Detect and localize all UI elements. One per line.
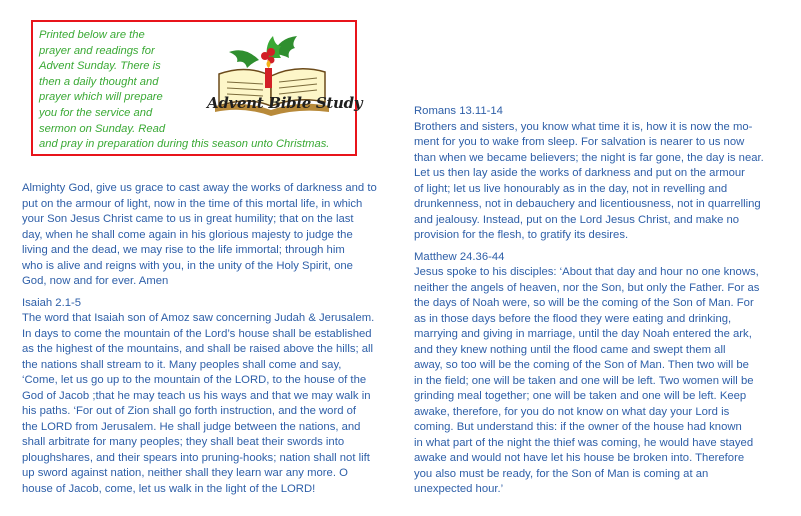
reading-line: in the field; one will be taken and one will be left. Two women will be (414, 374, 754, 387)
reading-line: ‘Come, let us go up to the mountain of the LORD, to the house of the (22, 374, 367, 386)
collect-line: put on the armour of light, now in the time of this mortal life, in which (22, 197, 363, 210)
reading-line: ploughshares, and their spears into pruning-hooks; nation shall not lift (22, 451, 370, 464)
reading-line: as in those days before the flood they were eating and drinking, (414, 312, 732, 325)
reading-line: marrying and giving in marriage, until the day Noah entered the ark, (414, 328, 752, 340)
left-column (22, 181, 394, 497)
reading-line: awake, therefore, for you do not know on what day your Lord is (414, 405, 730, 418)
logo-text: Advent Bible Study (207, 94, 363, 112)
reading-line: the LORD from Jerusalem. He shall judge between the nations, and (22, 420, 361, 433)
reading-line: drunkenness, not in debauchery and licentiousness, not in quarrelling (414, 198, 761, 210)
reading-line: and they knew nothing until the flood came and swept them all (414, 343, 726, 356)
reading-line: house of Jacob, come, let us walk in the light of the LORD! (22, 482, 316, 495)
reading-line: grinding meal together; one will be taken and one will be left. Keep (414, 390, 747, 402)
collect-prayer (22, 181, 394, 290)
reading-reference: Matthew 24.36-44 (414, 250, 505, 263)
reading-line: as the highest of the mountains, and shall be raised above the hills; all (22, 343, 374, 355)
reading-line: the nations shall stream to it. Many peoples shall come and say, (22, 358, 342, 371)
collect-line: who is alive and reigns with you, in the unity of the Holy Spirit, one (22, 259, 353, 272)
collect-line: Almighty God, give us grace to cast away the works of darkness and to (22, 182, 377, 194)
reading-reference: Romans 13.11-14 (414, 105, 503, 117)
reading-line: than when we became believers; the night is far gone, the day is near. (414, 151, 764, 164)
notice-line: prayer and readings for (39, 44, 155, 57)
notice-line: and pray in preparation during this season unto Christmas. (39, 138, 330, 151)
reading-line: Brothers and sisters, you know what time it is, how it is now the mo- (414, 120, 753, 133)
notice-line: sermon on Sunday. Read (39, 122, 166, 135)
reading-line: The word that Isaiah son of Amoz saw concerning Judah & Jerusalem. (22, 312, 375, 324)
reading-line: Let us then lay aside the works of darkness and put on the armour (414, 167, 745, 179)
reading-reference: Isaiah 2.1-5 (22, 296, 82, 309)
reading-line: and jealousy. Instead, put on the Lord Jesus Christ, and make no (414, 213, 740, 226)
reading-line: away, so too will be the coming of the Son of Man. Then two will be (414, 359, 749, 371)
notice-box (31, 20, 363, 156)
reading-line: in what part of the night the thief was coming, he would have stayed (414, 436, 754, 449)
notice-line: you for the service and (39, 106, 153, 119)
romans-reading (414, 104, 798, 244)
reading-line: In days to come the mountain of the Lord’s house shall be established (22, 327, 372, 340)
right-column (414, 104, 798, 498)
reading-line: provision for the flesh, to gratify its desires. (414, 229, 629, 241)
reading-line: God of Jacob ;that he may teach us his ways and that we may walk in (22, 389, 371, 402)
reading-line: unexpected hour.’ (414, 483, 504, 495)
matthew-reading (414, 250, 798, 498)
reading-line: awake and would not have let his house be broken into. Therefore (414, 452, 745, 464)
reading-line: up sword against nation, neither shall they learn war any more. O (22, 467, 348, 479)
reading-line: neither the angels of heaven, nor the Son, but only the Father. For as (414, 281, 760, 294)
collect-line: day, when he shall come again in his glorious majesty to judge the (22, 228, 353, 241)
reading-line: shall arbitrate for many peoples; they shall beat their swords into (22, 436, 345, 448)
collect-line: your Son Jesus Christ came to us in great humility; that on the last (22, 213, 354, 225)
collect-line: living and the dead, we may rise to the life immortal; through him (22, 244, 345, 256)
isaiah-reading (22, 296, 394, 498)
notice-line: then a daily thought and (39, 75, 159, 88)
reading-line: of light; let us live honourably as in the day, not in revelling and (414, 182, 728, 195)
collect-line: God, now and for ever. Amen (22, 275, 169, 287)
reading-line: ment for you to wake from sleep. For salvation is nearer to us now (414, 136, 745, 148)
notice-line: prayer which will prepare (39, 91, 163, 104)
reading-line: his paths. ‘For out of Zion shall go forth instruction, and the word of (22, 405, 357, 417)
open-bible-icon (199, 30, 349, 130)
notice-line: Advent Sunday. There is (39, 60, 161, 73)
reading-line: coming. But understand this: if the owner of the house had known (414, 421, 742, 433)
reading-line: the days of Noah were, so will be the coming of the Son of Man. For (414, 297, 754, 309)
reading-line: Jesus spoke to his disciples: ‘About that day and hour no one knows, (414, 266, 759, 278)
reading-line: you also must be ready, for the Son of Man is coming at an (414, 467, 709, 480)
notice-line: Printed below are the (39, 29, 145, 41)
